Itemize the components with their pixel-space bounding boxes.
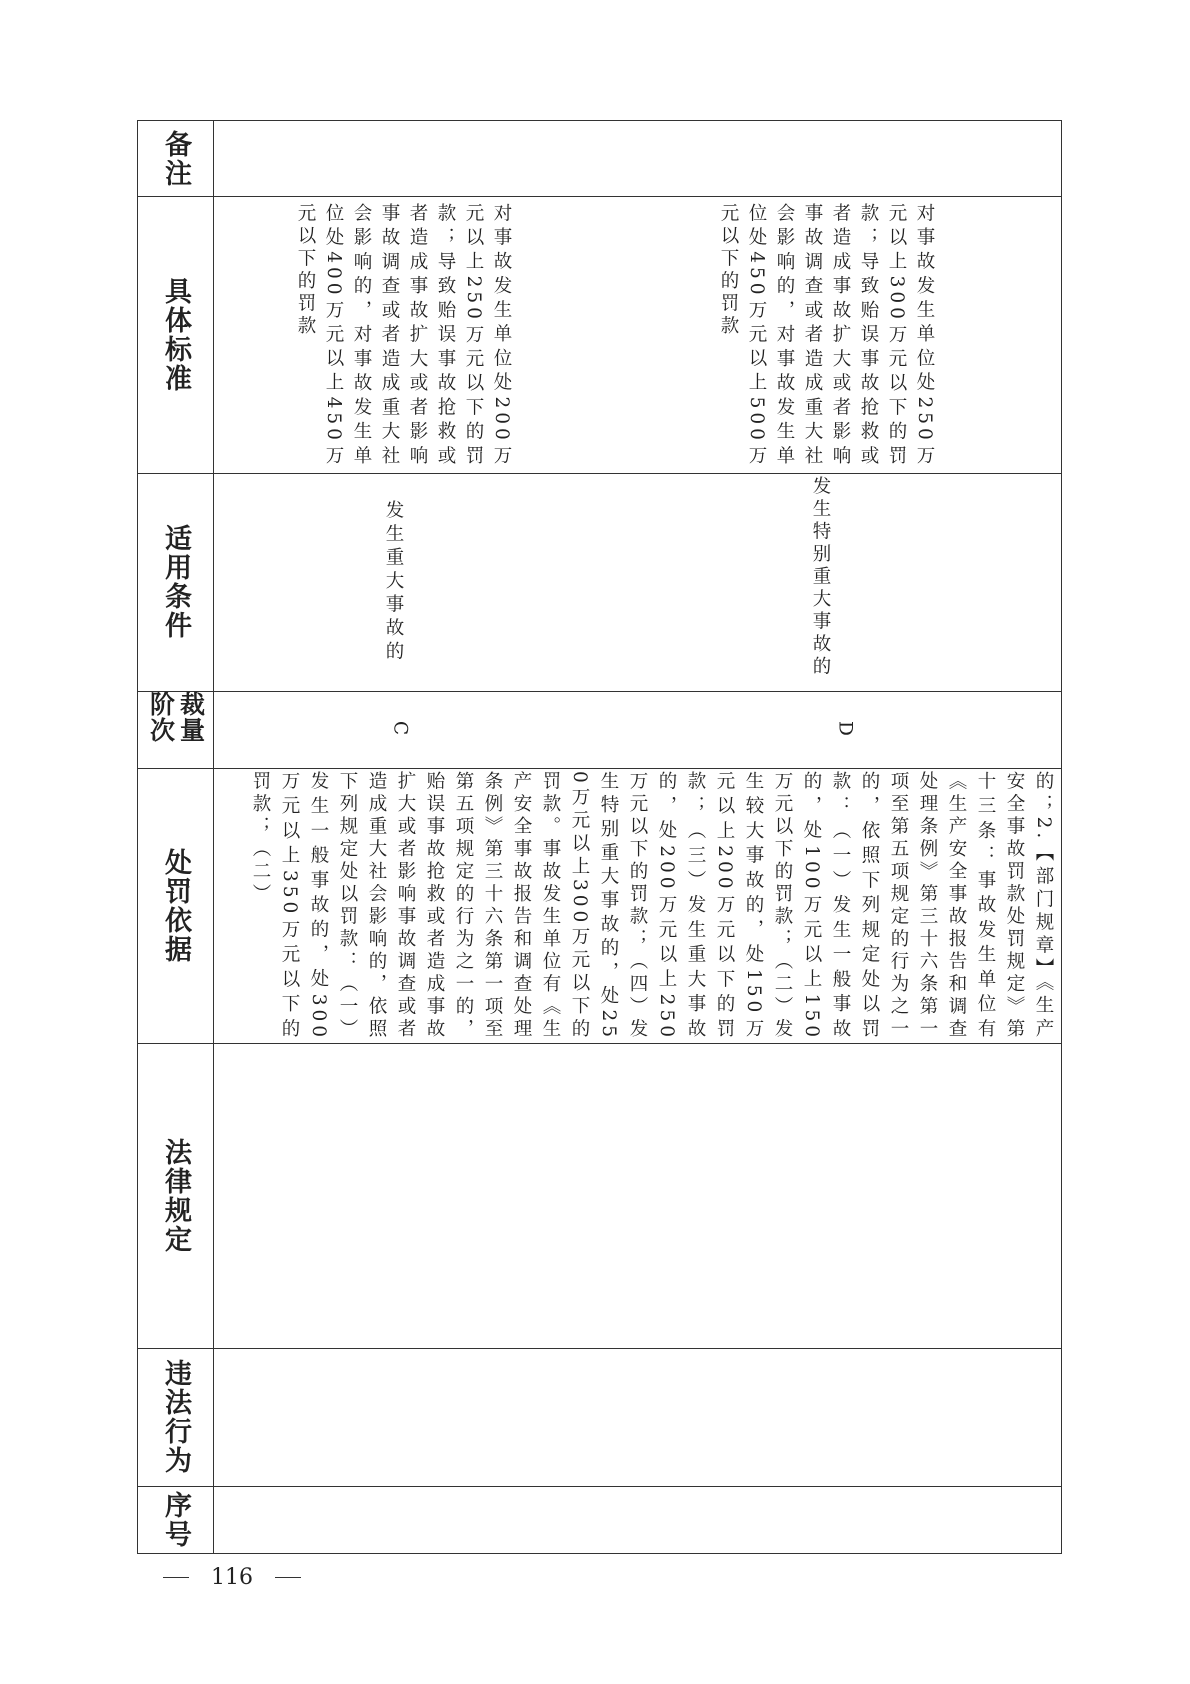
condition-c: 发生重大事故的 [383,499,404,665]
row-divider [138,691,1061,692]
header-divider [213,121,214,1553]
standard-d: 对事故发生单位处250万元以上300万元以下的罚款；导致贻误事故抢救或者造成事故扩大或者影响事故调查或者造成重大社会影响的，对事故发生单位处450万元以上500万元以下的罚款 [718,203,935,468]
header-violation: 违法行为 [160,1359,191,1475]
header-basis: 处罚依据 [160,847,191,964]
condition-d: 发生特别重大事故的 [810,476,831,679]
header-condition: 适用条件 [160,524,191,640]
row-divider [138,473,1061,474]
level-d: D [834,721,856,741]
header-level: 裁量阶次 [146,691,206,743]
row-divider [138,1486,1061,1487]
header-law: 法律规定 [160,1137,191,1254]
page-number: 116 [211,1564,253,1590]
page-footer [163,1557,301,1597]
row-divider [138,1043,1061,1044]
header-standard: 具体标准 [160,276,191,393]
row-divider [138,1348,1061,1349]
penalty-basis-text: 的；2.【部门规章】《生产安全事故罚款处罚规定》第十三条：事故发生单位有《生产安全事故报告和调查处理条例》第三十六条第一项至第五项规定的行为之一的，依照下列规定处以罚款：（一）发生一般事故的，处100万元以上150万元以下的罚款；（二）发生较大事故的，处150万元以上200万元以下的罚款；（三）发生重大事故的，处200万元以上250万元以下的罚款；（四）发生特别重大事故的，处250万元以上300万元以下的罚款。事故发生单位有《生产安全事故报告和调查处理条例》第三十六条第一项至第五项规定的行为之一的，贻误事故抢救或者造成事故扩大或者影响事故调查或者造成重大社会影响的，依照下列规定处以罚款：（一）发生一般事故的，处300万元以上350万元以下的罚款；（二） [250,771,1054,1041]
header-remark: 备注 [160,129,191,188]
standard-c: 对事故发生单位处200万元以上250万元以下的罚款；导致贻误事故抢救或者造成事故扩大或者影响事故调查或者造成重大社会影响的，对事故发生单位处400万元以上450万元以下的罚款 [295,203,512,468]
level-c: C [389,721,411,741]
page-dash-left [163,1577,189,1578]
header-seq: 序号 [160,1490,191,1549]
page-dash-right [275,1577,301,1578]
row-divider [138,768,1061,769]
penalty-table [137,120,1062,1554]
row-divider [138,196,1061,197]
